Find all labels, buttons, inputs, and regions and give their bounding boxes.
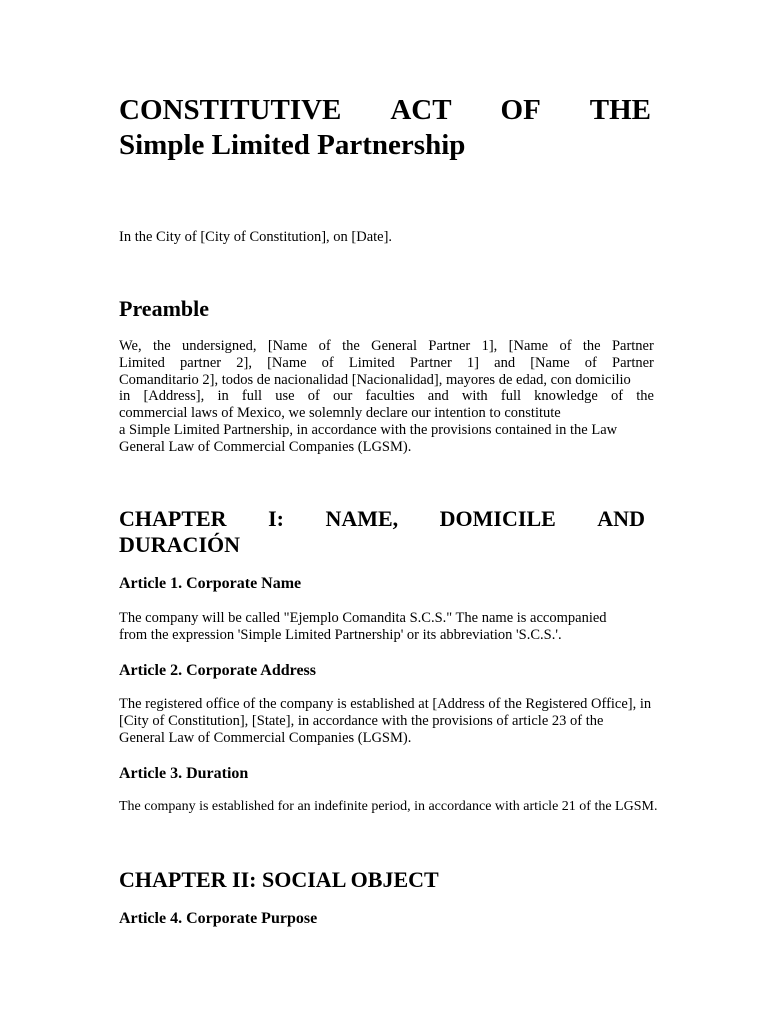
chapter-1-word: CHAPTER [119, 506, 227, 531]
article-2-text [119, 696, 651, 746]
opening-paragraph: In the City of [City of Constitution], on [Date]. [119, 229, 393, 245]
title-word: THE [589, 94, 651, 126]
preamble-line: in [Address], in full use of our faculties and with full knowledge of the [119, 388, 654, 405]
article-2-line: The registered office of the company is established at [Address of the Registered Office], in [119, 696, 652, 712]
article-3-text: The company is established for an indefinite period, in accordance with article 21 of the LGSM. [119, 799, 658, 814]
chapter-1-heading [119, 506, 645, 558]
document-title [119, 93, 651, 163]
preamble-line: We, the undersigned, [Name of the General Partner 1], [Name of the Partner [119, 338, 654, 354]
chapter-1-line-1 [119, 506, 645, 532]
preamble-line: a Simple Limited Partnership, in accordance with the provisions contained in the Law [119, 421, 618, 438]
chapter-1-line-2: DURACIÓN [119, 532, 240, 557]
article-1-text [119, 610, 607, 644]
chapter-2-heading: CHAPTER II: SOCIAL OBJECT [119, 867, 439, 892]
article-1-line: The company will be called "Ejemplo Comandita S.C.S." The name is accompanied [119, 610, 607, 626]
preamble-line: General Law of Commercial Companies (LGSM). [119, 438, 412, 455]
preamble-line: commercial laws of Mexico, we solemnly declare our intention to constitute [119, 405, 561, 422]
article-3-heading: Article 3. Duration [119, 765, 249, 782]
article-4-heading: Article 4. Corporate Purpose [119, 910, 318, 927]
preamble-paragraph [119, 338, 654, 456]
preamble-line: Limited partner 2], [Name of Limited Partner 1] and [Name of Partner [119, 354, 654, 371]
preamble-heading: Preamble [119, 296, 210, 321]
title-line-2: Simple Limited Partnership [119, 129, 466, 161]
article-2-line: [City of Constitution], [State], in accordance with the provisions of article 23 of the [119, 712, 604, 729]
article-2-line: General Law of Commercial Companies (LGSM). [119, 729, 412, 746]
preamble-line: Comanditario 2], todos de nacionalidad [Nacionalidad], mayores de edad, con domicilio [119, 371, 631, 388]
article-1-heading: Article 1. Corporate Name [119, 575, 302, 592]
chapter-1-word: AND [597, 506, 645, 531]
chapter-1-word: DOMICILE [439, 506, 556, 531]
title-word: CONSTITUTIVE [119, 94, 342, 126]
chapter-1-word: NAME, [325, 506, 399, 531]
title-line-1 [119, 93, 651, 128]
chapter-1-word: I: [268, 506, 284, 531]
article-2-heading: Article 2. Corporate Address [119, 662, 316, 679]
article-1-line: from the expression 'Simple Limited Partnership' or its abbreviation 'S.C.S.'. [119, 626, 562, 643]
title-word: ACT [390, 94, 452, 126]
title-word: OF [500, 94, 541, 126]
